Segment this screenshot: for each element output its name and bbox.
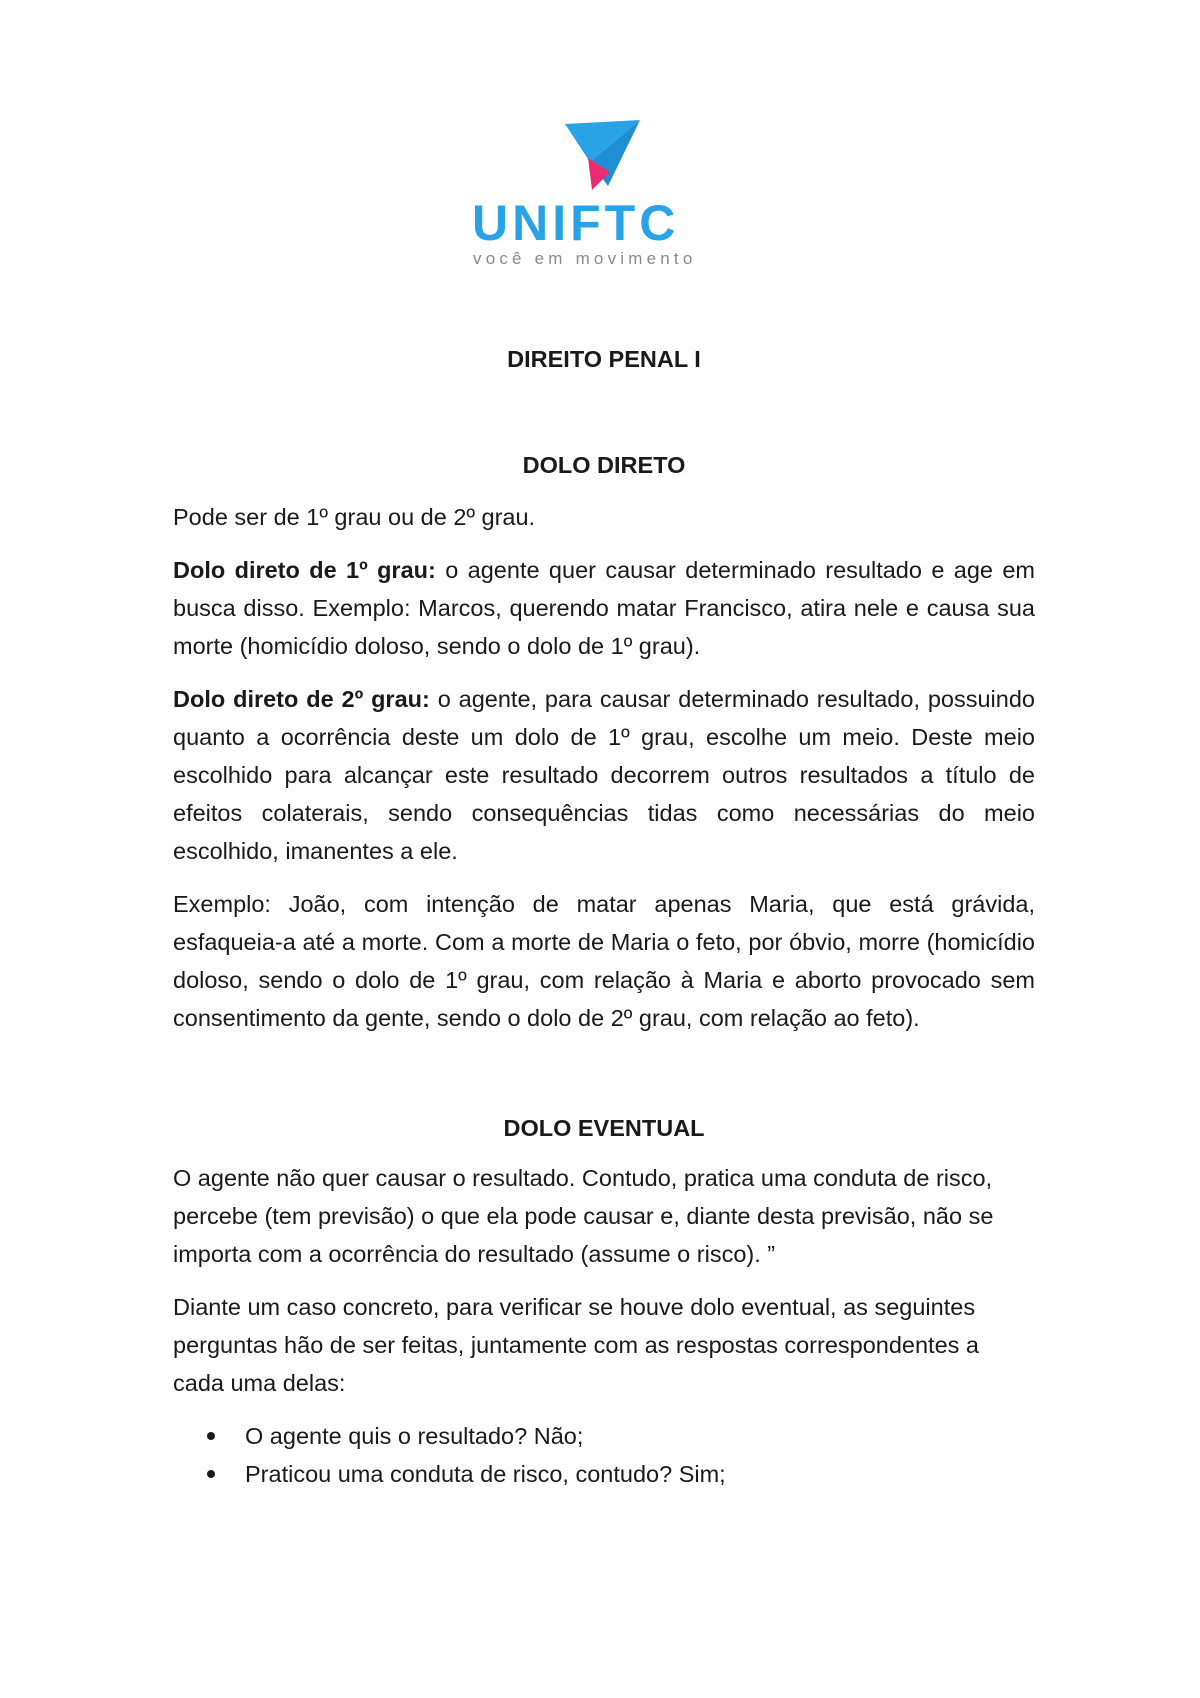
document-body	[173, 340, 1035, 1493]
paragraph-exemplo: Exemplo: João, com intenção de matar apenas Maria, que está grávida, esfaqueia-a até a morte. Com a morte de Maria o feto, por óbvio, morre (homicídio doloso, sendo o dolo de 1º grau, com relação à Maria e aborto provocado sem consentimento da gente, sendo o dolo de 2º grau, com relação ao feto).	[173, 891, 1035, 1031]
paragraph-perguntas: Diante um caso concreto, para verificar se houve dolo eventual, as seguintes perguntas hão de ser feitas, juntamente com as respostas correspondentes a cada uma delas:	[173, 1294, 979, 1396]
heading-dolo-eventual: DOLO EVENTUAL	[503, 1115, 705, 1141]
list-item-text: Praticou uma conduta de risco, contudo? Sim;	[245, 1461, 726, 1487]
uniftc-logo-graphic	[470, 118, 740, 288]
logo-tagline: você em movimento	[473, 249, 697, 268]
bullet-icon	[207, 1470, 215, 1478]
logo-wordmark: UNIFTC	[472, 195, 680, 251]
list-item	[245, 1417, 1035, 1455]
list-item	[245, 1455, 1035, 1493]
text-dolo-2-grau: o agente, para causar determinado resultado, possuindo quanto a ocorrência deste um dolo de 1º grau, escolhe um meio. Deste meio escolhido para alcançar este resultado decorrem outros resultados a título de efeitos colaterais, sendo consequências tidas como necessárias do meio escolhido, imanentes a ele.	[173, 686, 1035, 864]
paragraph-dolo-2-grau	[173, 680, 1035, 870]
list-item-text: O agente quis o resultado? Não;	[245, 1423, 584, 1449]
paragraph-dolo-1-grau	[173, 551, 1035, 665]
paragraph-dolo-eventual: O agente não quer causar o resultado. Contudo, pratica uma conduta de risco, percebe (tem previsão) o que ela pode causar e, diante desta previsão, não se importa com a ocorrência do resultado (assume o risco). ”	[173, 1165, 994, 1267]
uniftc-logo	[470, 118, 740, 288]
bullet-icon	[207, 1432, 215, 1440]
heading-dolo-direto: DOLO DIRETO	[522, 452, 686, 478]
paragraph-intro: Pode ser de 1º grau ou de 2º grau.	[173, 504, 536, 530]
term-dolo-2-grau: Dolo direto de 2º grau:	[173, 686, 430, 712]
term-dolo-1-grau: Dolo direto de 1º grau:	[173, 557, 436, 583]
text-dolo-1-grau: o agente quer causar determinado resultado e age em busca disso. Exemplo: Marcos, querendo matar Francisco, atira nele e causa sua morte (homicídio doloso, sendo o dolo de 1º grau).	[173, 557, 1036, 659]
questions-list	[173, 1417, 1035, 1493]
document-title: DIREITO PENAL I	[507, 346, 701, 372]
